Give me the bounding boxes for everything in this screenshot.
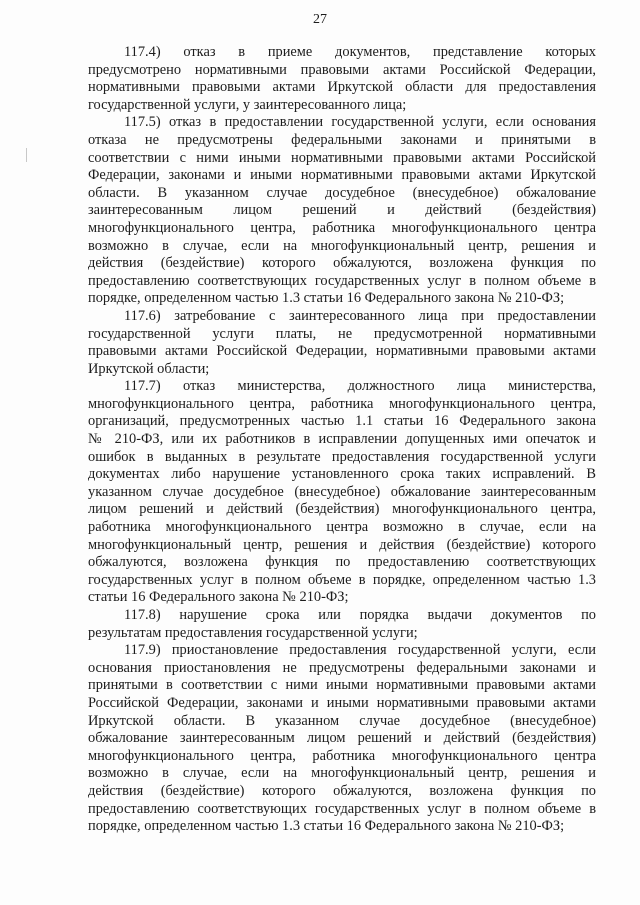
text-line: статьи 16 Федерального закона № 210-ФЗ;	[88, 589, 349, 606]
text-line: порядке, определенном частью 1.3 статьи 16 Федерального закона № 210-ФЗ;	[88, 290, 565, 307]
paragraph	[88, 607, 596, 642]
text-line: принятыми в соответствии с ними иными нормативными правовыми актами	[88, 677, 596, 694]
text-line: 117.6) затребование с заинтересованного лица при предоставлении	[124, 307, 596, 324]
text-line: 117.7) отказ министерства, должностного лица министерства,	[124, 378, 596, 395]
paragraph	[88, 378, 596, 607]
page-number: 27	[313, 12, 327, 27]
text-line: государственных услуг в полном объеме в порядке, определенном частью 1.3	[88, 571, 596, 588]
text-line: Иркутской области;	[88, 360, 210, 377]
text-line: Федерации, законами и иными нормативными правовыми актами Иркутской	[88, 167, 596, 184]
text-line: 117.9) приостановление предоставления государственной услуги, если	[124, 642, 596, 659]
paragraph	[88, 308, 596, 378]
text-line: соответствии с ними иными нормативными правовыми актами Российской	[88, 149, 596, 166]
text-line: работника многофункционального центра возможно в случае, если на	[88, 519, 596, 536]
text-line: действия (бездействие) которого обжалуются, возложена функция по	[88, 255, 596, 272]
text-line: 117.8) нарушение срока или порядка выдачи документов по	[124, 607, 596, 623]
text-line: основания приостановления не предусмотрены федеральными законами и	[88, 659, 596, 676]
text-line: обжалуются, возложена функция по предоставлению соответствующих	[88, 554, 596, 571]
text-line: указанном случае досудебное (внесудебное) обжалование заинтересованным	[88, 483, 596, 500]
margin-mark	[26, 148, 27, 162]
page-body	[88, 44, 596, 836]
text-line: документах либо нарушение установленного срока таких исправлений. В	[88, 466, 596, 483]
text-line: ошибок в выданных в результате предоставления государственной услуги	[88, 448, 596, 465]
text-line: многофункционального центра, работника многофункционального центра	[88, 747, 596, 764]
text-line: организаций, предусмотренных частью 1.1 статьи 16 Федерального закона	[88, 413, 596, 430]
text-line: правовыми актами Российской Федерации, нормативными правовыми актами	[88, 343, 596, 360]
text-line: обжалование заинтересованным лицом решений и действий (бездействия)	[88, 730, 596, 747]
text-line: государственной услуги платы, не предусмотренной нормативными	[88, 325, 596, 342]
text-line: 117.4) отказ в приеме документов, представление которых	[124, 44, 596, 60]
text-line: № 210-ФЗ, или их работников в исправлении допущенных ими опечаток и	[88, 431, 596, 448]
text-line: результатам предоставления государственной услуги;	[88, 624, 418, 641]
paragraph	[88, 44, 596, 114]
text-line: возможно в случае, если на многофункциональный центр, решения и	[88, 765, 596, 782]
text-line: многофункционального центра, работника многофункционального центра	[88, 219, 596, 236]
text-line: многофункциональный центр, решения и действия (бездействие) которого	[88, 536, 596, 553]
text-line: области. В указанном случае досудебное (внесудебное) обжалование	[88, 184, 596, 201]
text-line: действия (бездействие) которого обжалуются, возложена функция по	[88, 782, 596, 799]
paragraph	[88, 642, 596, 836]
text-line: Иркутской области. В указанном случае досудебное (внесудебное)	[88, 712, 596, 729]
text-line: заинтересованным лицом решений и действий (бездействия)	[88, 202, 596, 219]
text-line: порядке, определенном частью 1.3 статьи 16 Федерального закона № 210-ФЗ;	[88, 818, 565, 835]
text-line: многофункционального центра, работника многофункционального центра,	[88, 395, 596, 412]
text-line: предусмотрено нормативными правовыми актами Российской Федерации,	[88, 61, 596, 78]
text-line: отказа не предусмотрены федеральными законами и принятыми в	[88, 131, 596, 148]
text-line: предоставлению соответствующих государственных услуг в полном объеме в	[88, 272, 596, 289]
text-line: предоставлению соответствующих государственных услуг в полном объеме в	[88, 800, 596, 817]
text-line: государственной услуги, у заинтересованного лица;	[88, 96, 407, 113]
text-line: нормативными правовыми актами Иркутской области для предоставления	[88, 79, 596, 96]
text-line: лицом решений и действий (бездействия) многофункционального центра,	[88, 501, 596, 518]
text-line: 117.5) отказ в предоставлении государственной услуги, если основания	[124, 114, 596, 131]
text-line: Российской Федерации, законами и иными нормативными правовыми актами	[88, 694, 596, 711]
paragraph	[88, 114, 596, 308]
text-line: возможно в случае, если на многофункциональный центр, решения и	[88, 237, 596, 254]
